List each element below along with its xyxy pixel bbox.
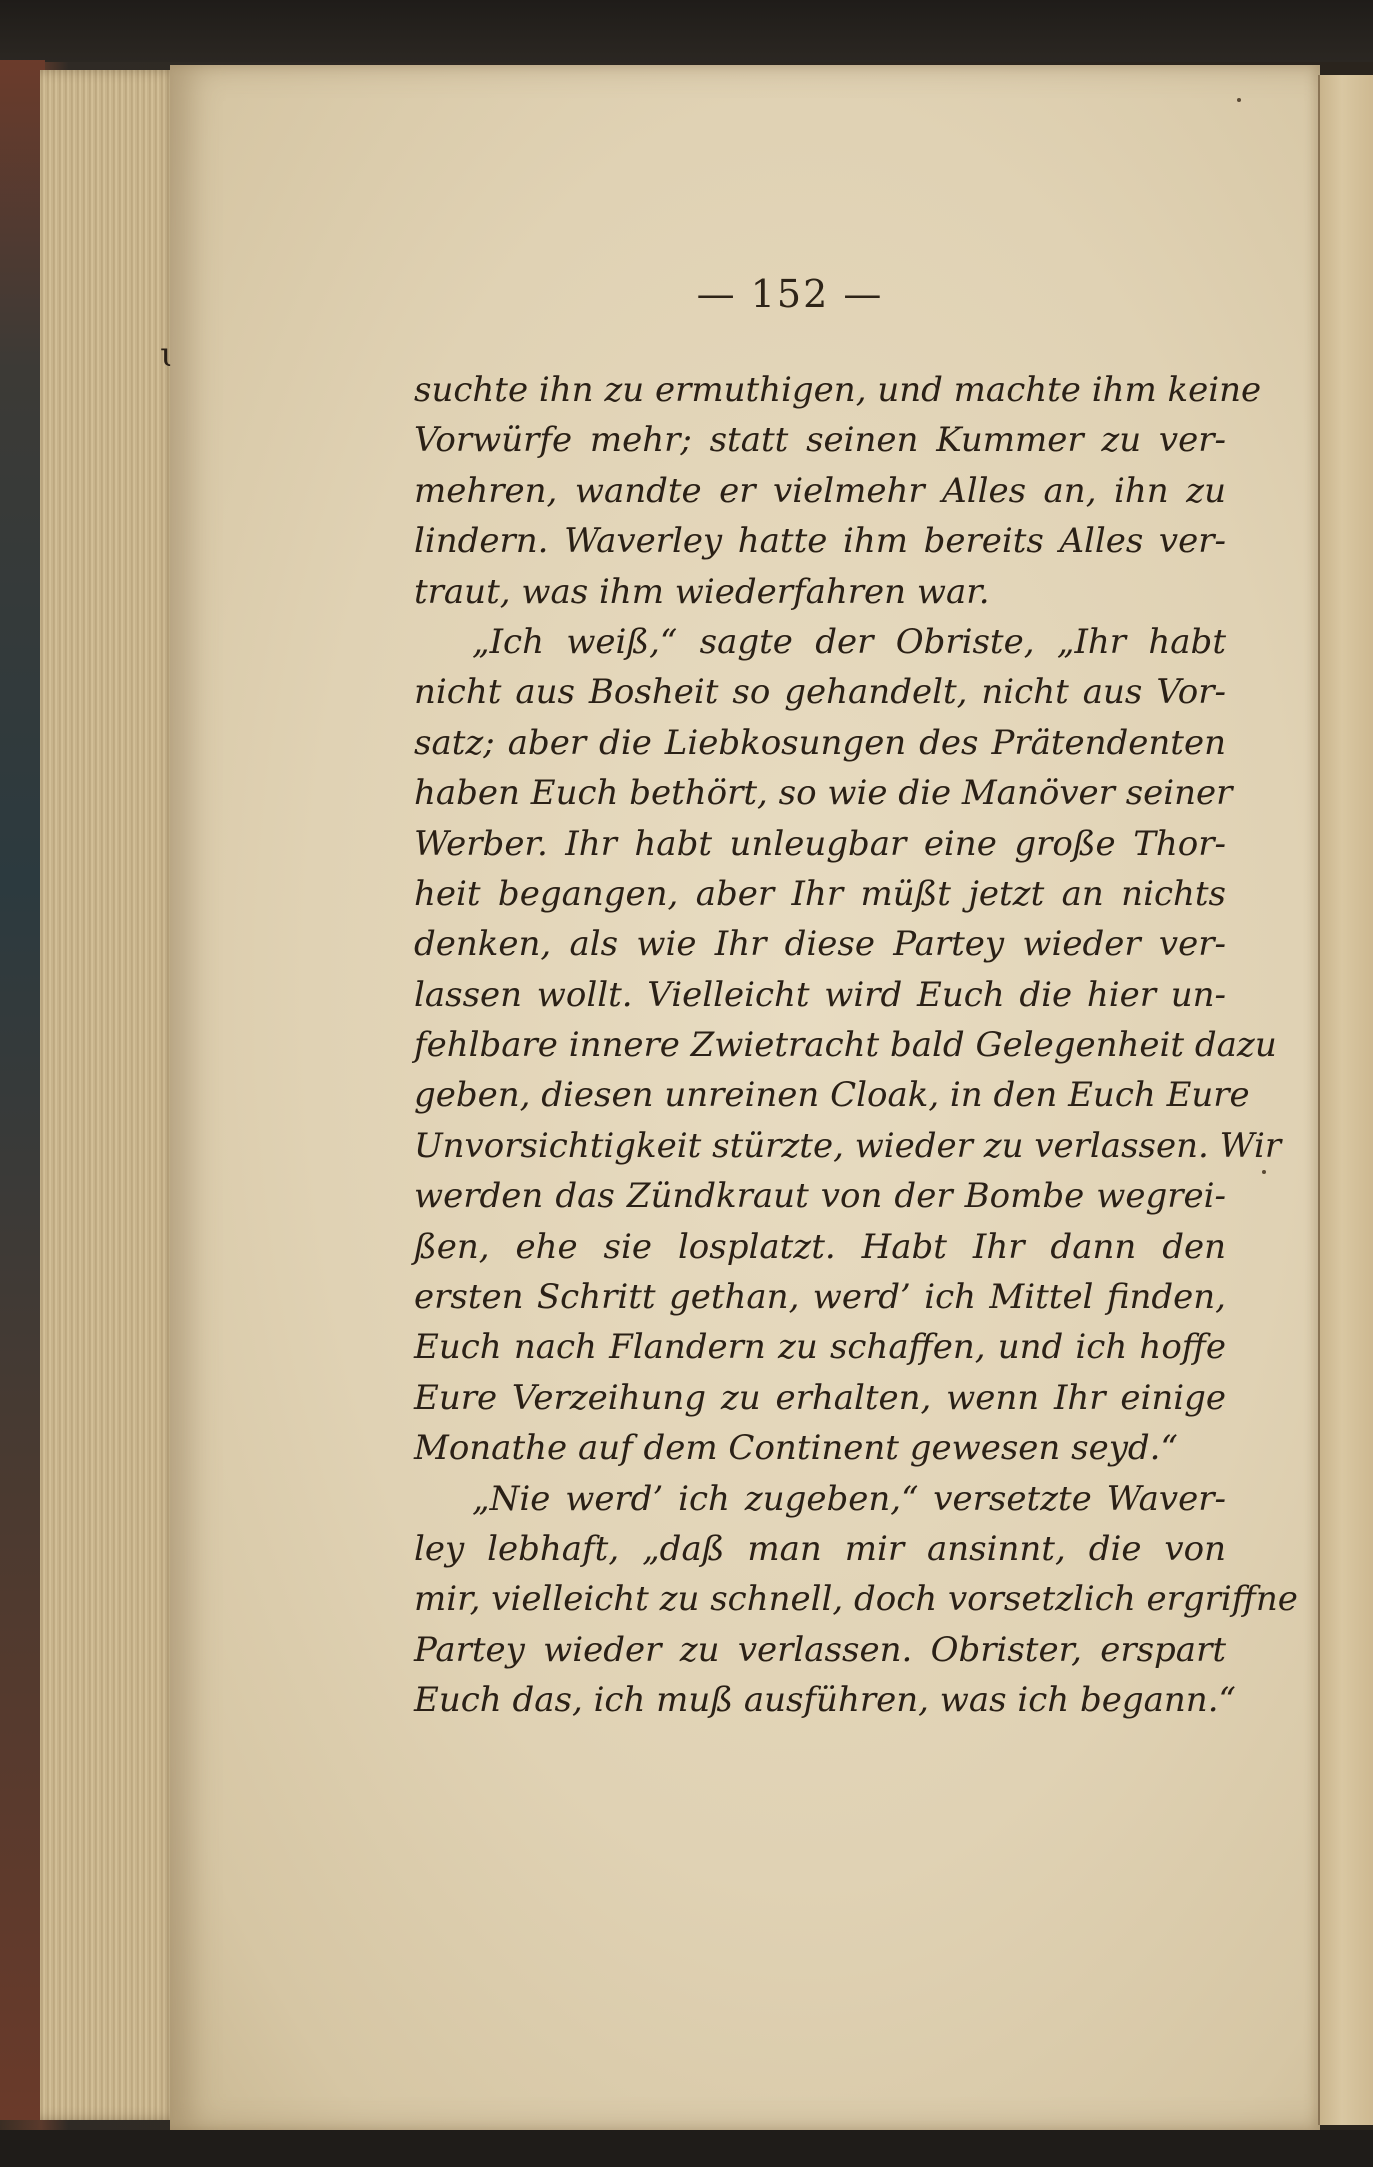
text-line: Eure Verzeihung zu erhalten, wenn Ihr einige — [414, 1377, 1226, 1418]
text-line: Euch das, ich muß ausführen, was ich begann.“ — [414, 1680, 1236, 1721]
next-page-edge — [1318, 75, 1373, 2125]
text-line: traut, was ihm wiederfahren war. — [414, 571, 990, 612]
text-line: ßen, ehe sie losplatzt. Habt Ihr dann den — [414, 1226, 1226, 1267]
text-line: ersten Schritt gethan, werd’ ich Mittel finden, — [414, 1277, 1226, 1318]
margin-mark: ɩ — [160, 335, 174, 375]
text-line: heit begangen, aber Ihr müßt jetzt an nichts — [414, 873, 1226, 914]
text-line: geben, diesen unreinen Cloak, in den Euch Eure — [414, 1075, 1250, 1116]
scan-bottom-edge — [0, 2130, 1373, 2167]
page-stack-edge — [40, 70, 180, 2120]
paper-speck — [1237, 98, 1241, 102]
text-line: Monathe auf dem Continent gewesen seyd.“ — [414, 1428, 1178, 1469]
text-line: „Nie werd’ ich zugeben,“ versetzte Waver- — [472, 1478, 1226, 1519]
text-line: mir, vielleicht zu schnell, doch vorsetzlich ergriffne — [414, 1579, 1298, 1620]
paper-speck — [1262, 1170, 1266, 1174]
text-line: mehren, wandte er vielmehr Alles an, ihn zu — [414, 470, 1226, 511]
text-line: nicht aus Bosheit so gehandelt, nicht aus Vor- — [414, 672, 1226, 713]
text-line: haben Euch bethört, so wie die Manöver seiner — [414, 773, 1233, 814]
text-line: ley lebhaft, „daß man mir ansinnt, die von — [414, 1528, 1226, 1569]
text-line: Euch nach Flandern zu schaffen, und ich hoffe — [414, 1327, 1226, 1368]
scan-top-edge — [0, 0, 1373, 62]
book-spine — [0, 60, 45, 2120]
page-number: — 152 — — [696, 272, 884, 316]
text-line: lindern. Waverley hatte ihm bereits Alles ver- — [414, 521, 1226, 562]
text-line: Partey wieder zu verlassen. Obrister, erspart — [414, 1629, 1226, 1670]
text-line: Werber. Ihr habt unleugbar eine große Thor- — [414, 823, 1226, 864]
text-line: werden das Zündkraut von der Bombe wegrei- — [414, 1176, 1226, 1217]
text-line: Unvorsichtigkeit stürzte, wieder zu verlassen. Wir — [414, 1125, 1282, 1166]
text-line: satz; aber die Liebkosungen des Prätendenten — [414, 722, 1226, 763]
text-line: lassen wollt. Vielleicht wird Euch die hier un- — [414, 974, 1226, 1015]
text-line: fehlbare innere Zwietracht bald Gelegenheit dazu — [414, 1025, 1277, 1066]
text-line: suchte ihn zu ermuthigen, und machte ihm keine — [414, 370, 1262, 410]
text-line: „Ich weiß,“ sagte der Obriste, „Ihr habt — [472, 621, 1226, 662]
text-line: denken, als wie Ihr diese Partey wieder ver- — [414, 924, 1226, 965]
text-line: Vorwürfe mehr; statt seinen Kummer zu ver- — [414, 420, 1226, 461]
body-text — [414, 365, 1298, 1726]
